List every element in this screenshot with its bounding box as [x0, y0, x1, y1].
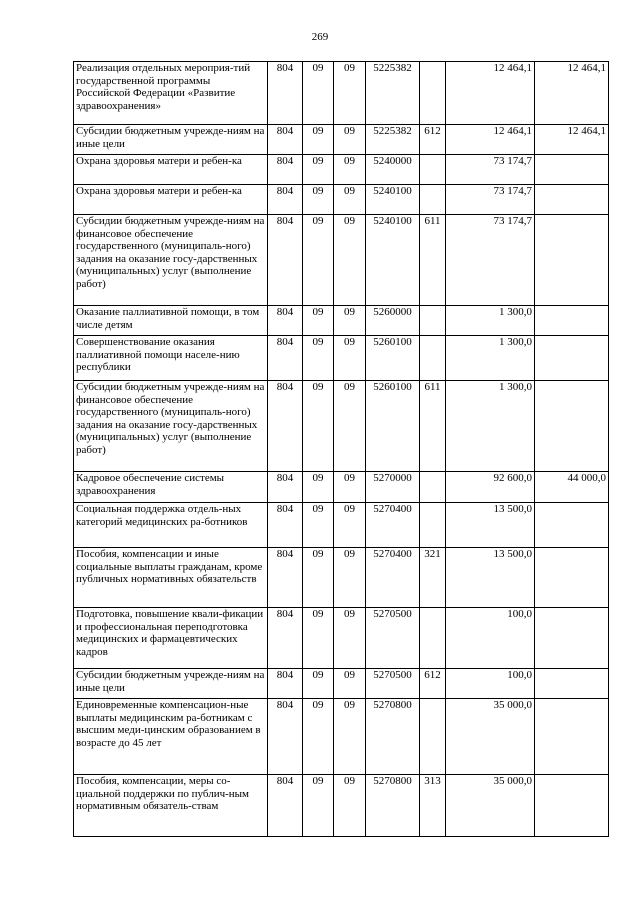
section-code: 09: [303, 125, 334, 155]
expense-type-code: 611: [420, 215, 446, 306]
section-code: 09: [303, 699, 334, 775]
budget-table-body: [74, 62, 609, 837]
row-name: Социальная поддержка отдель-ных категорий медицинских ра-ботников: [74, 503, 268, 548]
section-code: 09: [303, 336, 334, 381]
amount-federal: [535, 699, 609, 775]
amount-federal: [535, 185, 609, 215]
amount-federal: 12 464,1: [535, 125, 609, 155]
row-name: Пособия, компенсации, меры со-циальной поддержки по публич-ным нормативным обязатель-ствам: [74, 775, 268, 837]
expense-type-code: 611: [420, 381, 446, 472]
target-article-code: 5270800: [366, 775, 420, 837]
subsection-code: 09: [334, 669, 366, 699]
table-row: [74, 155, 609, 185]
amount-total: 12 464,1: [446, 62, 535, 125]
subsection-code: 09: [334, 472, 366, 503]
ved-code: 804: [268, 125, 303, 155]
ved-code: 804: [268, 62, 303, 125]
ved-code: 804: [268, 336, 303, 381]
row-name: Реализация отдельных мероприя-тий государственной программы Российской Федерации «Развитие здравоохранения»: [74, 62, 268, 125]
subsection-code: 09: [334, 125, 366, 155]
target-article-code: 5225382: [366, 125, 420, 155]
subsection-code: 09: [334, 336, 366, 381]
target-article-code: 5260100: [366, 336, 420, 381]
target-article-code: 5270400: [366, 503, 420, 548]
subsection-code: 09: [334, 381, 366, 472]
table-row: [74, 125, 609, 155]
row-name: Субсидии бюджетным учрежде-ниям на финансовое обеспечение государственного (муниципаль-ного) задания на оказание госу-дарственных (муниципальных) услуг (выполнение работ): [74, 215, 268, 306]
row-name: Субсидии бюджетным учрежде-ниям на иные цели: [74, 125, 268, 155]
ved-code: 804: [268, 669, 303, 699]
subsection-code: 09: [334, 608, 366, 669]
amount-federal: [535, 381, 609, 472]
expense-type-code: [420, 503, 446, 548]
section-code: 09: [303, 215, 334, 306]
amount-total: 1 300,0: [446, 381, 535, 472]
target-article-code: 5270400: [366, 548, 420, 608]
table-row: [74, 62, 609, 125]
expense-type-code: 612: [420, 669, 446, 699]
section-code: 09: [303, 503, 334, 548]
row-name: Пособия, компенсации и иные социальные выплаты гражданам, кроме публичных нормативных обязательств: [74, 548, 268, 608]
row-name: Кадровое обеспечение системы здравоохранения: [74, 472, 268, 503]
ved-code: 804: [268, 155, 303, 185]
table-row: [74, 775, 609, 837]
table-row: [74, 699, 609, 775]
target-article-code: 5240000: [366, 155, 420, 185]
expense-type-code: 321: [420, 548, 446, 608]
target-article-code: 5270500: [366, 608, 420, 669]
expense-type-code: 612: [420, 125, 446, 155]
expense-type-code: [420, 185, 446, 215]
amount-federal: [535, 155, 609, 185]
target-article-code: 5225382: [366, 62, 420, 125]
section-code: 09: [303, 548, 334, 608]
amount-total: 1 300,0: [446, 306, 535, 336]
ved-code: 804: [268, 608, 303, 669]
row-name: Оказание паллиативной помощи, в том числе детям: [74, 306, 268, 336]
amount-total: 73 174,7: [446, 155, 535, 185]
expense-type-code: [420, 472, 446, 503]
subsection-code: 09: [334, 155, 366, 185]
ved-code: 804: [268, 775, 303, 837]
amount-total: 13 500,0: [446, 503, 535, 548]
budget-table: [73, 61, 609, 837]
row-name: Единовременные компенсацион-ные выплаты медицинским ра-ботникам с высшим меди-цинским образованием в возрасте до 45 лет: [74, 699, 268, 775]
amount-federal: [535, 775, 609, 837]
amount-total: 100,0: [446, 669, 535, 699]
amount-total: 35 000,0: [446, 775, 535, 837]
subsection-code: 09: [334, 548, 366, 608]
expense-type-code: [420, 306, 446, 336]
subsection-code: 09: [334, 503, 366, 548]
subsection-code: 09: [334, 185, 366, 215]
amount-federal: [535, 608, 609, 669]
table-row: [74, 215, 609, 306]
target-article-code: 5270800: [366, 699, 420, 775]
subsection-code: 09: [334, 62, 366, 125]
row-name: Субсидии бюджетным учрежде-ниям на финансовое обеспечение государственного (муниципаль-ного) задания на оказание госу-дарственных (муниципальных) услуг (выполнение работ): [74, 381, 268, 472]
table-row: [74, 381, 609, 472]
amount-total: 13 500,0: [446, 548, 535, 608]
subsection-code: 09: [334, 306, 366, 336]
subsection-code: 09: [334, 699, 366, 775]
section-code: 09: [303, 472, 334, 503]
table-row: [74, 336, 609, 381]
section-code: 09: [303, 608, 334, 669]
section-code: 09: [303, 306, 334, 336]
ved-code: 804: [268, 185, 303, 215]
target-article-code: 5270500: [366, 669, 420, 699]
subsection-code: 09: [334, 775, 366, 837]
amount-total: 73 174,7: [446, 185, 535, 215]
amount-federal: [535, 548, 609, 608]
subsection-code: 09: [334, 215, 366, 306]
amount-federal: [535, 306, 609, 336]
section-code: 09: [303, 62, 334, 125]
table-row: [74, 306, 609, 336]
expense-type-code: [420, 336, 446, 381]
expense-type-code: [420, 608, 446, 669]
amount-federal: 44 000,0: [535, 472, 609, 503]
table-row: [74, 608, 609, 669]
table-row: [74, 669, 609, 699]
expense-type-code: [420, 62, 446, 125]
ved-code: 804: [268, 381, 303, 472]
ved-code: 804: [268, 306, 303, 336]
ved-code: 804: [268, 503, 303, 548]
ved-code: 804: [268, 472, 303, 503]
amount-federal: [535, 215, 609, 306]
page-number: 269: [311, 31, 329, 43]
row-name: Подготовка, повышение квали-фикации и профессиональная переподготовка медицинских и фармацевтических кадров: [74, 608, 268, 669]
amount-federal: [535, 503, 609, 548]
section-code: 09: [303, 185, 334, 215]
section-code: 09: [303, 669, 334, 699]
ved-code: 804: [268, 699, 303, 775]
amount-federal: 12 464,1: [535, 62, 609, 125]
amount-total: 12 464,1: [446, 125, 535, 155]
amount-total: 100,0: [446, 608, 535, 669]
expense-type-code: 313: [420, 775, 446, 837]
row-name: Совершенствование оказания паллиативной помощи населе-нию республики: [74, 336, 268, 381]
target-article-code: 5240100: [366, 185, 420, 215]
ved-code: 804: [268, 548, 303, 608]
target-article-code: 5260100: [366, 381, 420, 472]
expense-type-code: [420, 155, 446, 185]
table-row: [74, 503, 609, 548]
section-code: 09: [303, 381, 334, 472]
amount-total: 92 600,0: [446, 472, 535, 503]
section-code: 09: [303, 775, 334, 837]
table-row: [74, 548, 609, 608]
row-name: Охрана здоровья матери и ребен-ка: [74, 155, 268, 185]
row-name: Субсидии бюджетным учрежде-ниям на иные цели: [74, 669, 268, 699]
target-article-code: 5270000: [366, 472, 420, 503]
target-article-code: 5260000: [366, 306, 420, 336]
expense-type-code: [420, 699, 446, 775]
table-row: [74, 472, 609, 503]
target-article-code: 5240100: [366, 215, 420, 306]
amount-total: 1 300,0: [446, 336, 535, 381]
table-row: [74, 185, 609, 215]
amount-total: 73 174,7: [446, 215, 535, 306]
row-name: Охрана здоровья матери и ребен-ка: [74, 185, 268, 215]
amount-federal: [535, 669, 609, 699]
section-code: 09: [303, 155, 334, 185]
amount-federal: [535, 336, 609, 381]
ved-code: 804: [268, 215, 303, 306]
amount-total: 35 000,0: [446, 699, 535, 775]
